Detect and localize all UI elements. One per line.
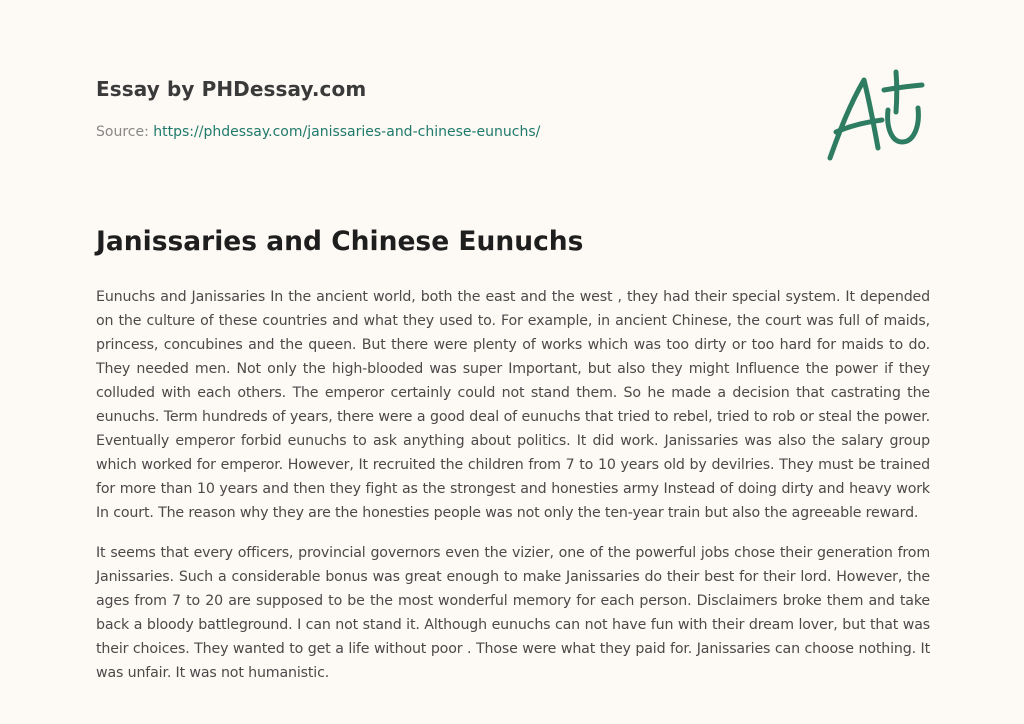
source-label: Source: xyxy=(96,124,154,140)
essay-title: Janissaries and Chinese Eunuchs xyxy=(96,226,584,257)
essay-paragraph: It seems that every officers, provincial governors even the vizier, one of the powerful jobs chose their generation from Janissaries. Such a considerable bonus was great enough to make Janissaries do their best for their lord. However, the ages from 7 to 20 are supposed to be the most wonderful memory for each person. Disclaimers broke them and take back a bloody battleground. I can not stand it. Although eunuchs can not have fun with their dream lover, but that was their choices. They wanted to get a life without poor . Those were what they paid for. Janissaries can choose nothing. It was unfair. It was not humanistic. xyxy=(96,545,930,681)
a-plus-logo-icon xyxy=(826,68,926,164)
source-line xyxy=(96,124,540,140)
essay-paragraph: Eunuchs and Janissaries In the ancient world, both the east and the west , they had their special system. It depended on the culture of these countries and what they used to. For example, in ancient Chinese, the court was full of maids, princess, concubines and the queen. But there were plenty of works which was too dirty or too hard for maids to do. They needed men. Not only the high-blooded was super Important, but also they might Influence the power if they colluded with each others. The emperor certainly could not stand them. So he made a decision that castrating the eunuchs. Term hundreds of years, there were a good deal of eunuchs that tried to rebel, tried to rob or steal the power. Eventually emperor forbid eunuchs to ask anything about politics. It did work. Janissaries was also the salary group which worked for emperor. However, It recruited the children from 7 to 10 years old by devilries. They must be trained for more than 10 years and then they fight as the strongest and honesties army Instead of doing dirty and heavy work In court. The reason why they are the honesties people was not only the ten-year train but also the agreeable reward. xyxy=(96,289,930,521)
brand-title: Essay by PHDessay.com xyxy=(96,77,367,101)
source-link[interactable]: https://phdessay.com/janissaries-and-chinese-eunuchs/ xyxy=(153,124,541,140)
essay-body xyxy=(96,285,930,701)
